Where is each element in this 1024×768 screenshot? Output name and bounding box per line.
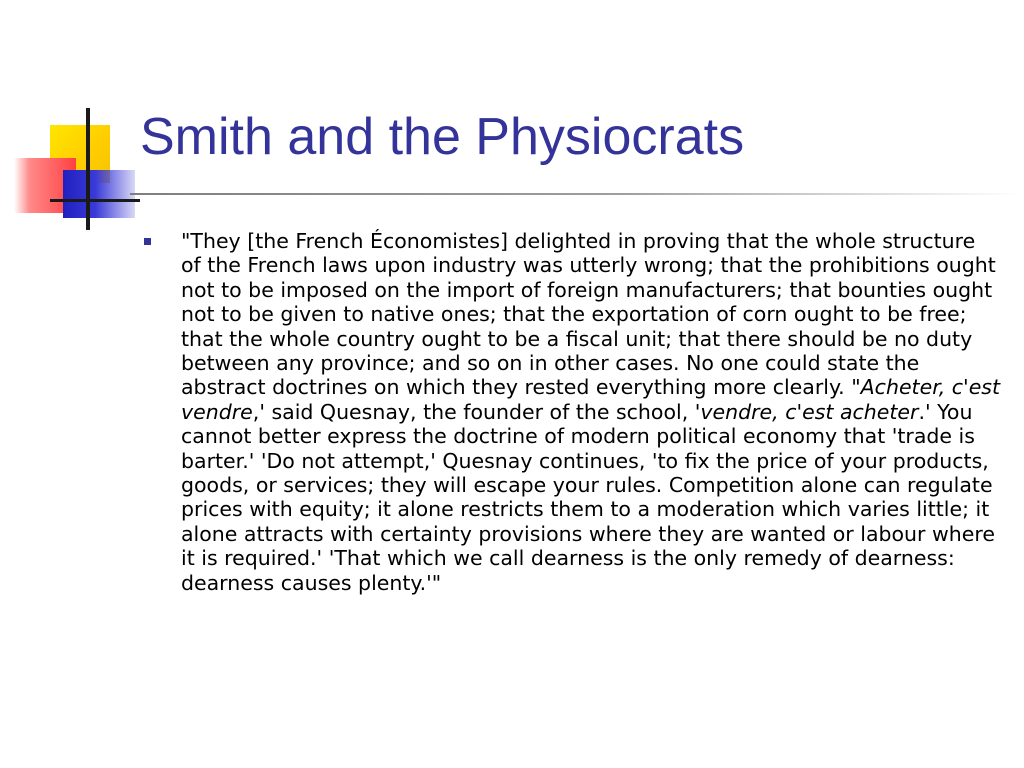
- quote-text-1: "They [the French Économistes] delighted in proving that the whole structure of the French laws upon industry was utterly wrong; that the prohibitions ought not to be imposed on the import of foreign manufacturers; that bounties ought not to be given to native ones; that the exportation of corn ought to be free; that the whole country ought to be a fiscal unit; that there should be no duty between any province; and so on in other cases. No one could state the abstract doctrines on which they rested everything more clearly. ": [181, 229, 996, 400]
- quote-text-2: ,' said Quesnay, the founder of the school, ': [252, 399, 701, 424]
- quote-paragraph: [181, 229, 1001, 595]
- logo-horizontal-line: [50, 199, 140, 202]
- blue-square: [63, 170, 135, 218]
- logo-vertical-line: [86, 108, 90, 230]
- bullet-marker: [144, 238, 151, 245]
- decorative-squares-logo: [0, 0, 150, 240]
- quote-italic-2: vendre, c'est acheter: [700, 399, 919, 424]
- quote-italic-1: Acheter, c'est vendre: [181, 375, 1001, 424]
- title-underline: [130, 193, 1020, 195]
- quote-text-3: .' You cannot better express the doctrine of modern political economy that 'trade is barter.' 'Do not attempt,' Quesnay continues, 'to fix the price of your products, goods, or services; they will escape your rules. Competition alone can regulate prices with equity; it alone restricts them to a moderation which varies little; it alone attracts with certainty provisions where they are wanted or labour where it is required.' 'That which we call dearness is the only remedy of dearness: dearness causes plenty.'": [181, 399, 995, 595]
- slide-title: Smith and the Physiocrats: [140, 108, 745, 166]
